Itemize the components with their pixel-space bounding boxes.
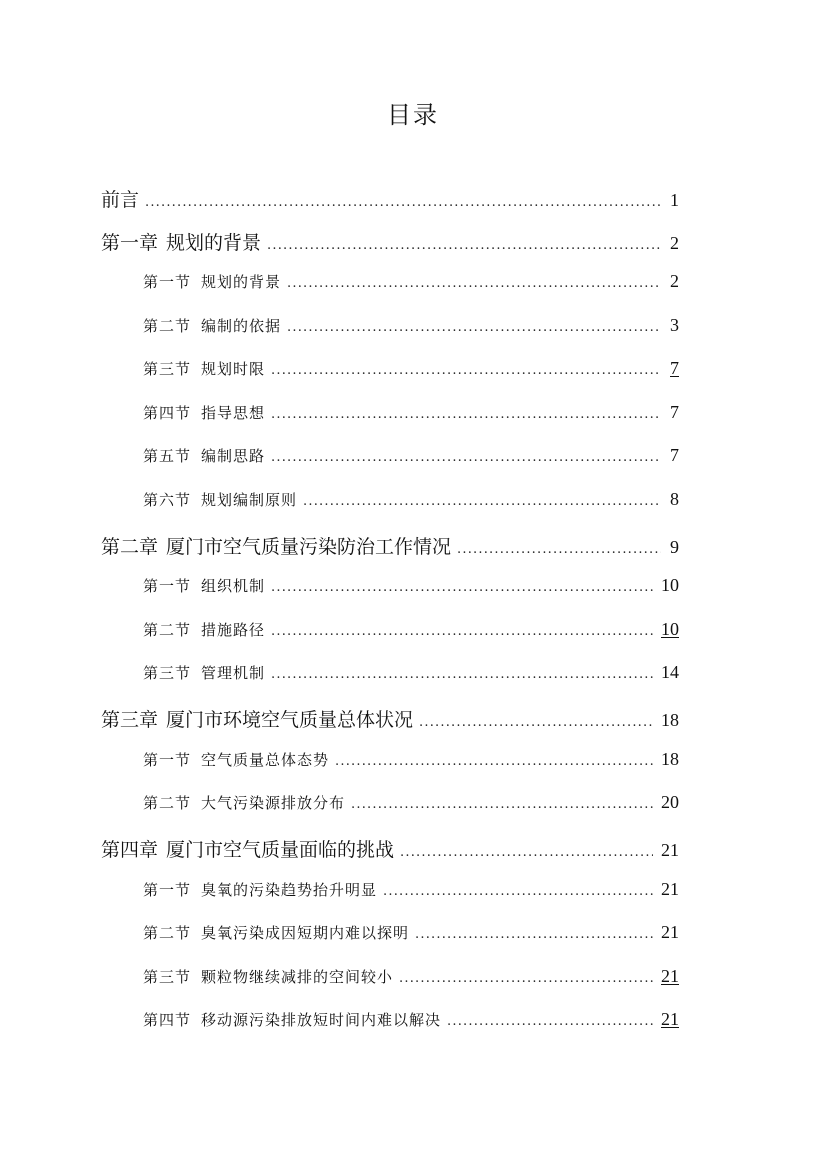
toc-entry-number: 第二节 bbox=[143, 317, 192, 335]
toc-dot-leader bbox=[271, 407, 661, 422]
toc-entry-title: 管理机制 bbox=[201, 664, 266, 682]
toc-section-entry[interactable] bbox=[143, 489, 679, 510]
toc-entry-number: 第四节 bbox=[143, 1011, 192, 1029]
toc-entry-title: 组织机制 bbox=[201, 577, 266, 595]
toc-dot-leader bbox=[399, 971, 653, 986]
toc-page-number: 7 bbox=[670, 358, 679, 378]
toc-dot-leader bbox=[271, 667, 653, 682]
toc-entry-number: 第一节 bbox=[143, 577, 192, 595]
toc-section-entry[interactable] bbox=[143, 315, 679, 336]
toc-entry-title: 移动源污染排放短时间内难以解决 bbox=[201, 1011, 442, 1029]
toc-page-number: 10 bbox=[661, 619, 679, 639]
toc-entry-title: 指导思想 bbox=[201, 404, 266, 422]
toc-dot-leader bbox=[271, 450, 661, 465]
toc-section-entry[interactable] bbox=[143, 922, 679, 943]
toc-section-entry[interactable] bbox=[143, 358, 679, 379]
toc-entry-number: 第三章 bbox=[101, 709, 159, 731]
toc-page-number: 8 bbox=[670, 489, 679, 509]
toc-entry-number: 第三节 bbox=[143, 968, 192, 986]
toc-entry-title: 厦门市空气质量污染防治工作情况 bbox=[166, 536, 452, 558]
toc-section-entry[interactable] bbox=[143, 662, 679, 683]
toc-dot-leader bbox=[335, 754, 653, 769]
toc-entry-title: 规划的背景 bbox=[201, 273, 282, 291]
toc-entry-number: 第一章 bbox=[101, 232, 159, 254]
toc-entry-title: 臭氧的污染趋势抬升明显 bbox=[201, 881, 378, 899]
toc-entry-title: 编制的依据 bbox=[201, 317, 282, 335]
toc-dot-leader bbox=[271, 580, 653, 595]
toc-dot-leader bbox=[457, 542, 661, 557]
toc-section-entry[interactable] bbox=[143, 966, 679, 987]
toc-dot-leader bbox=[400, 845, 653, 860]
toc-dot-leader bbox=[287, 320, 661, 335]
toc-entry-number: 第二节 bbox=[143, 794, 192, 812]
toc-section-entry[interactable] bbox=[143, 879, 679, 900]
toc-page-number: 10 bbox=[661, 575, 679, 595]
toc-entry-number: 第三节 bbox=[143, 360, 192, 378]
toc-page-number: 21 bbox=[661, 922, 679, 942]
toc-entry-number: 第二章 bbox=[101, 536, 159, 558]
toc-entry-title: 颗粒物继续减排的空间较小 bbox=[201, 968, 394, 986]
toc-entry-title: 大气污染源排放分布 bbox=[201, 794, 346, 812]
toc-entry-title: 臭氧污染成因短期内难以探明 bbox=[201, 924, 410, 942]
toc-dot-leader bbox=[415, 927, 653, 942]
toc-dot-leader bbox=[267, 238, 661, 253]
toc-entry-number: 第六节 bbox=[143, 491, 192, 509]
toc-section-entry[interactable] bbox=[143, 792, 679, 813]
toc-section-entry[interactable] bbox=[143, 271, 679, 292]
toc-dot-leader bbox=[271, 624, 653, 639]
toc-page-number: 9 bbox=[670, 537, 679, 557]
toc-entry-title: 规划时限 bbox=[201, 360, 266, 378]
toc-dot-leader bbox=[271, 363, 661, 378]
toc-dot-leader bbox=[145, 195, 661, 210]
toc-title: 目录 bbox=[387, 101, 439, 129]
toc-page-number: 7 bbox=[670, 445, 679, 465]
toc-entry-number: 第二节 bbox=[143, 924, 192, 942]
toc-section-entry[interactable] bbox=[143, 749, 679, 770]
toc-page-number: 21 bbox=[661, 1009, 679, 1029]
toc-section-entry[interactable] bbox=[143, 445, 679, 466]
toc-entry-number: 第一节 bbox=[143, 273, 192, 291]
toc-page-number: 2 bbox=[670, 233, 679, 253]
toc-chapter-entry[interactable] bbox=[101, 835, 679, 862]
toc-entry-number: 第一节 bbox=[143, 881, 192, 899]
toc-entry-number: 第四节 bbox=[143, 404, 192, 422]
toc-chapter-entry[interactable] bbox=[101, 705, 679, 732]
toc-page-number: 18 bbox=[661, 710, 679, 730]
toc-dot-leader bbox=[287, 276, 661, 291]
toc-chapter-entry[interactable] bbox=[101, 532, 679, 559]
toc-page-number: 21 bbox=[661, 879, 679, 899]
toc-entry-title: 编制思路 bbox=[201, 447, 266, 465]
toc-entry-title: 措施路径 bbox=[201, 621, 266, 639]
toc-dot-leader bbox=[303, 494, 661, 509]
toc-entry-title: 规划编制原则 bbox=[201, 491, 298, 509]
toc-chapter-entry[interactable] bbox=[101, 185, 679, 212]
toc-dot-leader bbox=[419, 715, 653, 730]
toc-section-entry[interactable] bbox=[143, 619, 679, 640]
toc-page-number: 21 bbox=[661, 966, 679, 986]
toc-entry-title: 规划的背景 bbox=[166, 232, 262, 254]
toc-dot-leader bbox=[383, 884, 653, 899]
toc-page-number: 14 bbox=[661, 662, 679, 682]
toc-page-number: 21 bbox=[661, 840, 679, 860]
toc-dot-leader bbox=[447, 1014, 653, 1029]
toc-entry-number: 第一节 bbox=[143, 751, 192, 769]
toc-entry-title: 厦门市环境空气质量总体状况 bbox=[166, 709, 414, 731]
toc-section-entry[interactable] bbox=[143, 575, 679, 596]
toc-page-number: 7 bbox=[670, 402, 679, 422]
toc-dot-leader bbox=[351, 797, 653, 812]
toc-entry-number: 第三节 bbox=[143, 664, 192, 682]
toc-entry-title: 前言 bbox=[101, 189, 140, 211]
toc-page-number: 18 bbox=[661, 749, 679, 769]
toc-section-entry[interactable] bbox=[143, 402, 679, 423]
toc-page-number: 20 bbox=[661, 792, 679, 812]
toc-entry-number: 第二节 bbox=[143, 621, 192, 639]
toc-chapter-entry[interactable] bbox=[101, 228, 679, 255]
toc-section-entry[interactable] bbox=[143, 1009, 679, 1030]
toc-entry-title: 空气质量总体态势 bbox=[201, 751, 330, 769]
toc-entry-title: 厦门市空气质量面临的挑战 bbox=[166, 839, 395, 861]
toc-entry-number: 第四章 bbox=[101, 839, 159, 861]
toc-page-number: 1 bbox=[670, 190, 679, 210]
toc-entry-number: 第五节 bbox=[143, 447, 192, 465]
toc-page-number: 3 bbox=[670, 315, 679, 335]
toc-page-number: 2 bbox=[670, 271, 679, 291]
